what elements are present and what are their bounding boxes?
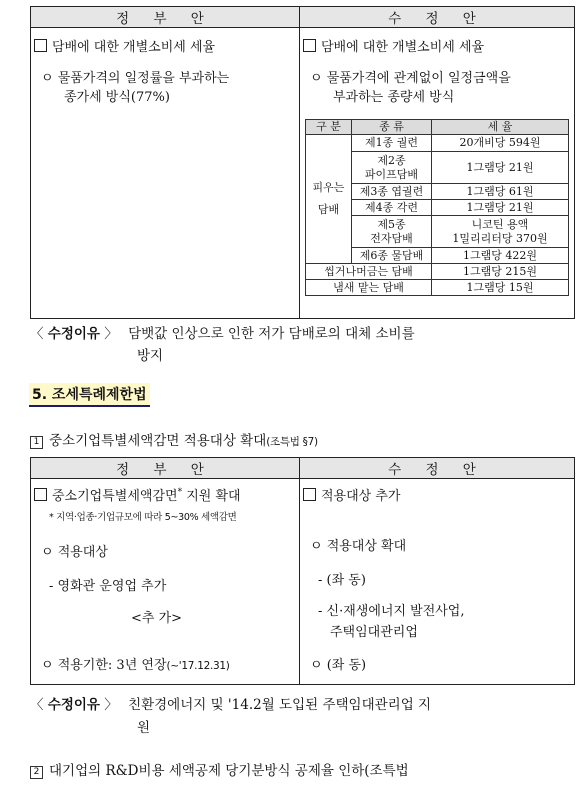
tax-kind-5 (352, 216, 432, 248)
government-proposal-cell-2 (31, 479, 300, 685)
tax-rate-5-line2: 1밀리리터당 370원 (452, 231, 548, 245)
tax-kind-2-line1: 제2종 (377, 153, 406, 167)
amended-bullet-line1: ㅇ 물품가격에 관계없이 일정금액을 (310, 71, 511, 86)
tax-group-smoking (306, 135, 352, 264)
tax-smell-rate: 1그램당 15원 (432, 280, 569, 296)
gov2-period-date: (~'17.12.31) (166, 660, 230, 672)
amended-item-label: 담배에 대한 개별소비세 세율 (321, 40, 485, 55)
tax-kind-4: 제4종 각련 (352, 200, 432, 216)
gov-bullet-line2: 종가세 방식(77%) (64, 90, 170, 105)
tax-rate-3: 1그램당 61원 (432, 184, 569, 200)
tax-kind-5-line1: 제5종 (377, 217, 406, 231)
amended-proposal-cell-2 (300, 479, 575, 685)
gov2-footnote: * 지역·업종·기업규모에 따라 5~30% 세액감면 (49, 512, 237, 523)
tax-kind-2-line2: 파이프담배 (364, 167, 419, 181)
item-ref-1: (조특법 §7) (266, 436, 318, 448)
tax-rate-2: 1그램당 21원 (432, 152, 569, 184)
header-amended-proposal: 수 정 안 (300, 7, 575, 28)
reason2-label: 수정이유 (47, 697, 100, 713)
reason2-text-line1: 친환경에너지 및 '14.2월 도입된 주택임대관리업 지 (128, 697, 432, 713)
reason-text-line2: 방지 (137, 348, 164, 364)
tax-rate-1: 20개비당 594원 (432, 135, 569, 152)
amended2-dash-housing: 주택임대관리업 (330, 625, 418, 640)
tax-group-label-2: 담배 (317, 203, 340, 216)
amended2-bullet-same: ㅇ (좌 동) (310, 658, 367, 673)
header-amended-proposal-2: 수 정 안 (300, 458, 575, 479)
gov2-added-marker: <추 가> (131, 611, 183, 626)
gov2-bullet-target: ㅇ 적용대상 (41, 545, 108, 560)
gov2-period-text: ㅇ 적용기한: 3년 연장 (41, 658, 167, 673)
tax-kind-6: 제6종 물담배 (352, 248, 432, 264)
amended2-item (303, 485, 400, 504)
gov2-dash-cinema: - 영화관 운영업 추가 (49, 579, 167, 594)
tax-group-label-1: 피우는 (312, 181, 345, 194)
tax-kind-5-line2: 전자담배 (370, 231, 413, 245)
reason2-bracket-close: 〉 (104, 697, 118, 713)
tax-header-kind: 종 류 (352, 120, 432, 135)
gov2-item-tail: 지원 확대 (182, 489, 241, 504)
reason-bracket-close: 〉 (104, 326, 118, 342)
reason-bracket-open: 〈 (30, 326, 44, 342)
tax-rate-table (305, 119, 569, 296)
section-title: 5. 조세특례제한법 (29, 383, 150, 407)
tax-chew-rate: 1그램당 215원 (432, 264, 569, 280)
amendment-reason-2 (30, 693, 431, 713)
tax-kind-1: 제1종 궐련 (352, 135, 432, 152)
tax-chew-label: 씹거나머금는 담배 (306, 264, 432, 280)
comparison-table-sme (30, 457, 575, 685)
reason-label: 수정이유 (47, 326, 100, 342)
header-government-proposal-2: 정 부 안 (31, 458, 300, 479)
header-government-proposal: 정 부 안 (31, 7, 300, 28)
tax-smell-label: 냄새 맡는 담배 (306, 280, 432, 296)
item-text-2: 대기업의 R&D비용 세액공제 당기분방식 공제율 인하(조특법 (49, 763, 409, 779)
amended2-dash-energy: - 신·재생에너지 발전사업, (318, 604, 465, 619)
tax-rate-4: 1그램당 21원 (432, 200, 569, 216)
gov2-item (34, 485, 241, 504)
checkbox-icon (303, 488, 316, 501)
amended2-dash-same: - (좌 동) (318, 573, 366, 588)
amended-bullet-line2: 부과하는 종량세 방식 (333, 90, 455, 105)
gov2-item-footnote-mark: * (177, 487, 183, 498)
reason2-bracket-open: 〈 (30, 697, 44, 713)
item-text-1: 중소기업특별세액감면 적용대상 확대 (49, 433, 267, 449)
amended2-item-label: 적용대상 추가 (321, 489, 401, 504)
gov-bullet-line1: ㅇ 물품가격의 일정률을 부과하는 (41, 71, 230, 86)
item-number-1: 1 (30, 436, 43, 449)
checkbox-icon (34, 488, 47, 501)
tax-rate-6: 1그램당 422원 (432, 248, 569, 264)
tax-header-category: 구 분 (306, 120, 352, 135)
tax-header-rate: 세 율 (432, 120, 569, 135)
item-number-2: 2 (30, 766, 43, 779)
amendment-reason-1 (30, 322, 415, 342)
item-heading-1 (30, 429, 318, 449)
checkbox-icon (34, 39, 47, 52)
tax-rate-5 (432, 216, 569, 248)
gov-item (34, 36, 215, 55)
tax-rate-5-line1: 니코틴 용액 (471, 217, 529, 231)
checkbox-icon (303, 39, 316, 52)
amended2-bullet-target: ㅇ 적용대상 확대 (310, 539, 407, 554)
tax-kind-3: 제3종 엽궐련 (352, 184, 432, 200)
reason-text-line1: 담뱃값 인상으로 인한 저가 담배로의 대체 소비를 (128, 326, 415, 342)
item-heading-2 (30, 759, 409, 779)
gov-item-label: 담배에 대한 개별소비세 세율 (52, 40, 216, 55)
government-proposal-cell (31, 28, 300, 319)
reason2-text-line2: 원 (137, 720, 151, 736)
tax-kind-2 (352, 152, 432, 184)
gov2-item-label: 중소기업특별세액감면 (52, 489, 178, 504)
amended-item (303, 36, 484, 55)
gov2-bullet-period (41, 654, 230, 673)
